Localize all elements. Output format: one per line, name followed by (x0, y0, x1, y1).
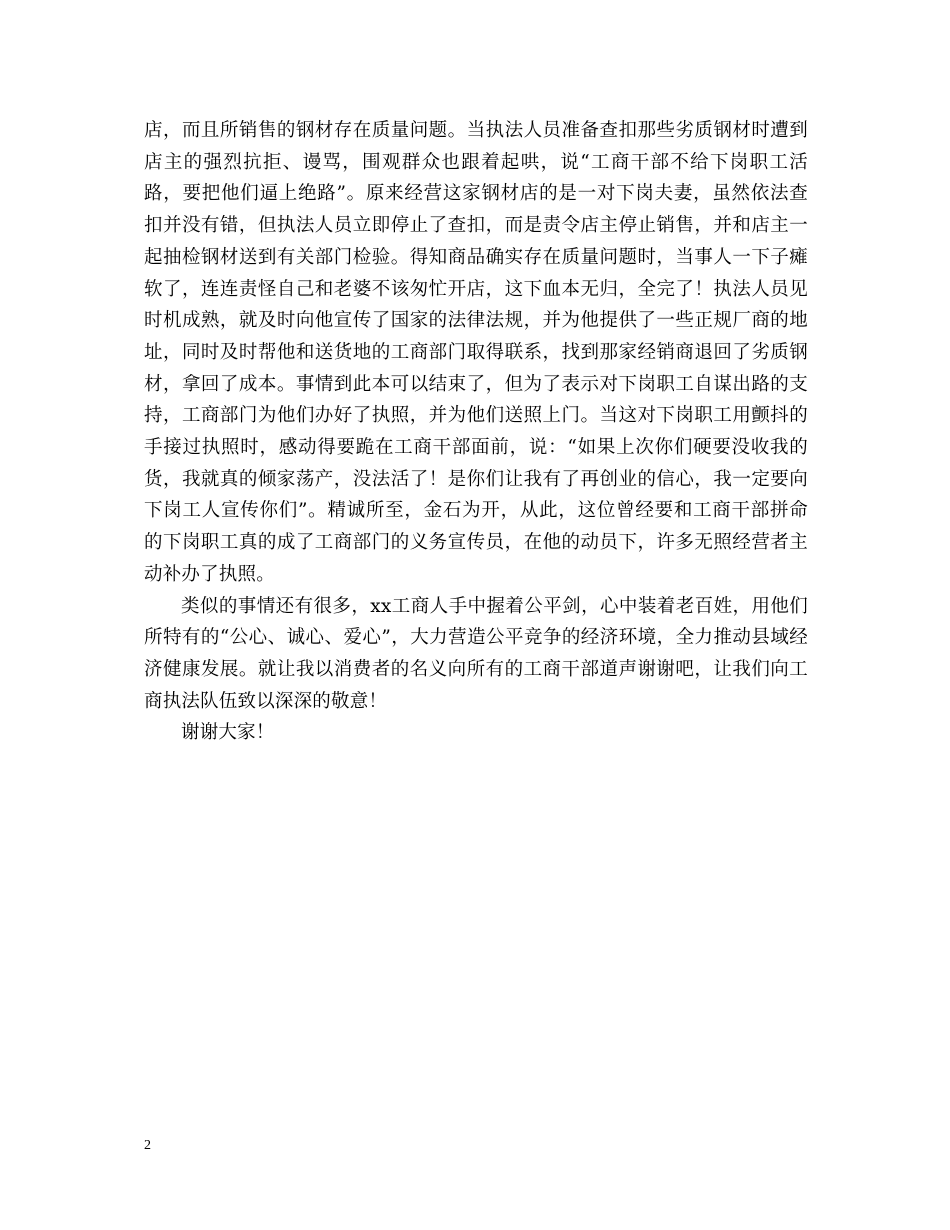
paragraph-summary: 类似的事情还有很多，xx工商人手中握着公平剑，心中装着老百姓，用他们所特有的“公心、诚心、爱心”，大力营造公平竞争的经济环境，全力推动县域经济健康发展。就让我以消费者的名义向所有的工商干部道声谢谢吧，让我们向工商执法队伍致以深深的敬意！ (144, 595, 808, 712)
body-text (144, 115, 808, 749)
paragraph-continuation: 店，而且所销售的钢材存在质量问题。当执法人员准备查扣那些劣质钢材时遭到店主的强烈抗拒、谩骂，围观群众也跟着起哄，说“工商干部不给下岗职工活路，要把他们逼上绝路”。原来经营这家钢材店的是一对下岗夫妻，虽然依法查扣并没有错，但执法人员立即停止了查扣，而是责令店主停止销售，并和店主一起抽检钢材送到有关部门检验。得知商品确实存在质量问题时，当事人一下子瘫软了，连连责怪自己和老婆不该匆忙开店，这下血本无归，全完了！执法人员见时机成熟，就及时向他宣传了国家的法律法规，并为他提供了一些正规厂商的地址，同时及时帮他和送货地的工商部门取得联系，找到那家经销商退回了劣质钢材，拿回了成本。事情到此本可以结束了，但为了表示对下岗职工自谋出路的支持，工商部门为他们办好了执照，并为他们送照上门。当这对下岗职工用颤抖的手接过执照时，感动得要跪在工商干部面前，说：“如果上次你们硬要没收我的货，我就真的倾家荡产，没法活了！是你们让我有了再创业的信心，我一定要向下岗工人宣传你们”。精诚所至，金石为开，从此，这位曾经要和工商干部拼命的下岗职工真的成了工商部门的义务宣传员，在他的动员下，许多无照经营者主动补办了执照。 (144, 120, 808, 585)
paragraph-closing: 谢谢大家！ (181, 722, 275, 744)
page-number: 2 (144, 1138, 151, 1153)
